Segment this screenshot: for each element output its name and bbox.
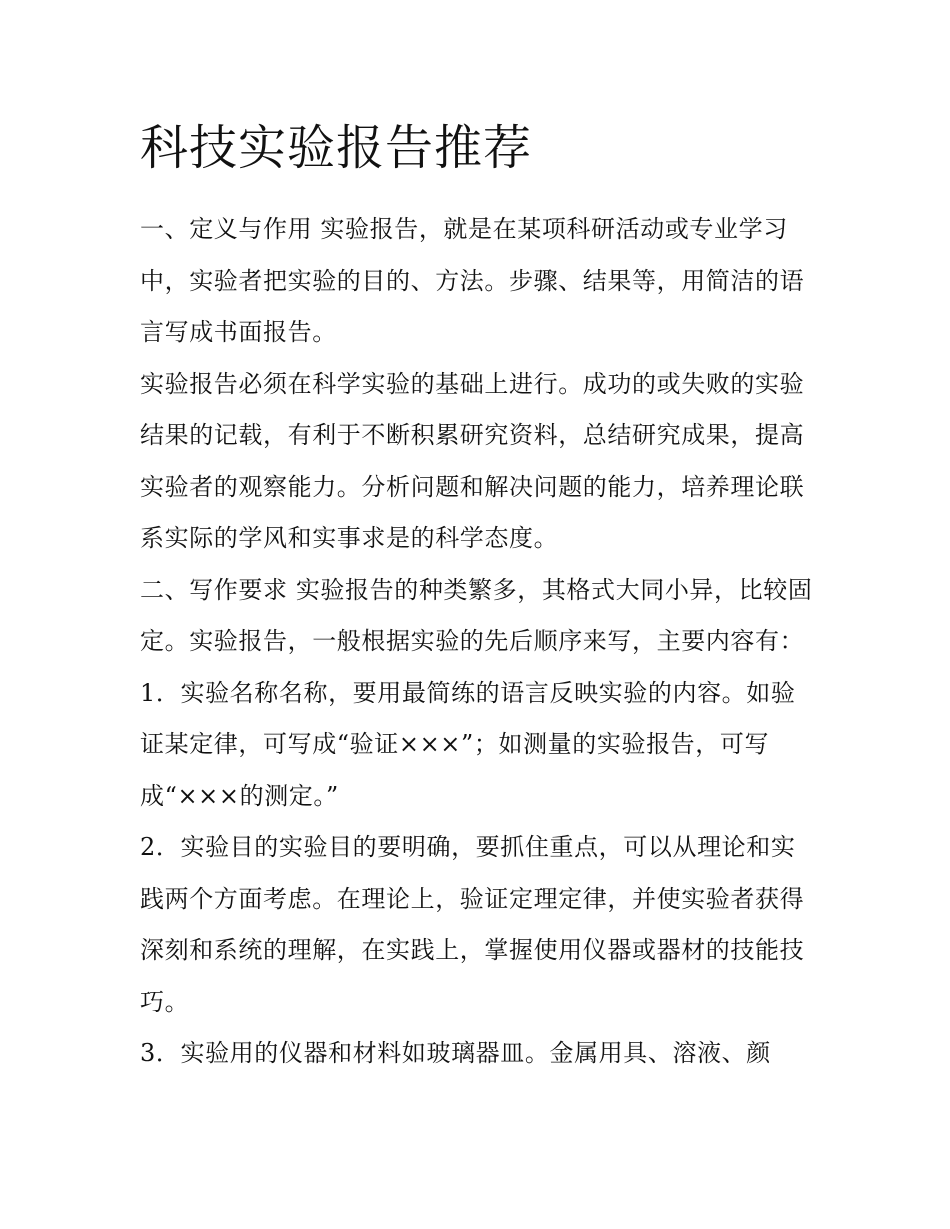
document-title: 科技实验报告推荐 — [140, 120, 533, 176]
paragraph-definition: 一、定义与作用 实验报告，就是在某项科研活动或专业学习中，实验者把实验的目的、方法。步骤、结果等，用简洁的语言写成书面报告。 — [140, 215, 805, 346]
paragraph-item-3-equipment: 3．实验用的仪器和材料如玻璃器皿。金属用具、溶液、颜 — [140, 1039, 771, 1067]
paragraph-item-2-purpose: 2．实验目的实验目的要明确，要抓住重点，可以从理论和实践两个方面考虑。在理论上，验证定理定律，并使实验者获得深刻和系统的理解，在实践上，掌握使用仪器或器材的技能技巧。 — [140, 833, 805, 1016]
paragraph-item-1-name: 1．实验名称名称，要用最简练的语言反映实验的内容。如验证某定律，可写成“验证×××”；如测量的实验报告，可写成“×××的测定。” — [140, 678, 796, 810]
paragraph-requirements: 二、写作要求 实验报告的种类繁多，其格式大同小异，比较固定。实验报告，一般根据实验的先后顺序来写，主要内容有： — [140, 575, 813, 655]
paragraph-basis: 实验报告必须在科学实验的基础上进行。成功的或失败的实验结果的记载，有利于不断积累研究资料，总结研究成果，提高实验者的观察能力。分析问题和解决问题的能力，培养理论联系实际的学风和实事求是的科学态度。 — [140, 369, 805, 552]
document-body — [140, 112, 820, 1080]
